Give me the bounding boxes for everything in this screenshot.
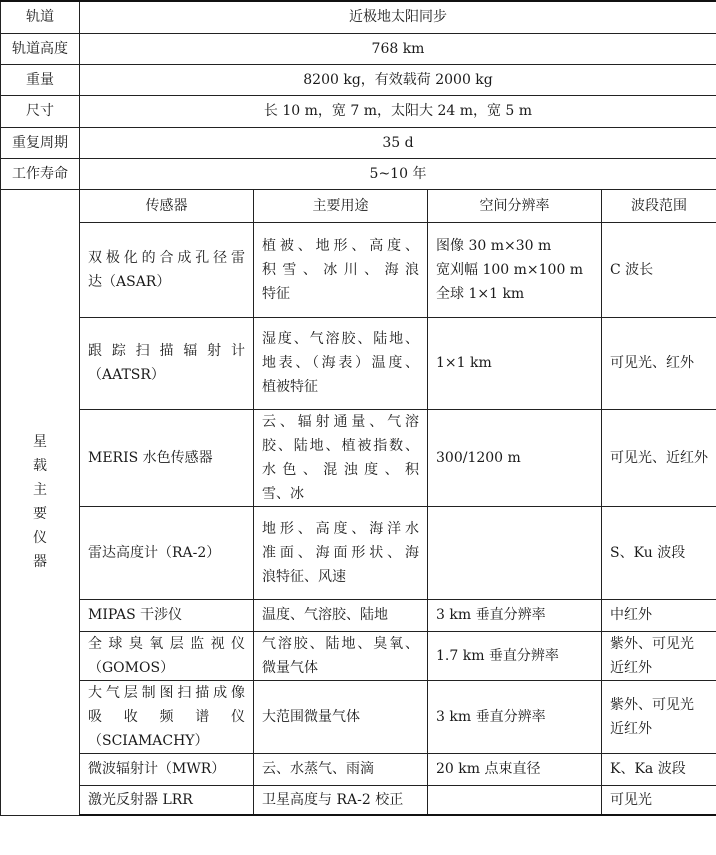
instrument-group-label <box>1 189 80 815</box>
use-line: 大范围微量气体 <box>262 708 360 725</box>
use-line: 浪特征、风速 <box>262 568 346 585</box>
use-line: 云、辐射通量、气溶 <box>262 413 419 430</box>
sensor-line: （SCIAMACHY） <box>88 732 209 749</box>
band-line: K、Ka 波段 <box>610 761 686 777</box>
resolution-cell <box>428 599 602 631</box>
spec-key: 尺寸 <box>1 95 80 127</box>
spec-key: 工作寿命 <box>1 158 80 189</box>
resolution-line: 3 km 垂直分辨率 <box>436 708 546 725</box>
group-label-char: 要 <box>33 506 47 522</box>
instrument-row <box>1 631 716 680</box>
use-line: 积雪、冰川、海浪 <box>262 261 419 278</box>
instrument-row <box>1 222 716 317</box>
column-header-resolution: 空间分辨率 <box>428 189 602 222</box>
sensor-line: 双极化的合成孔径雷 <box>88 249 245 266</box>
use-line: 湿度、气溶胶、陆地、 <box>262 331 419 347</box>
resolution-cell <box>428 680 602 753</box>
use-line: 地形、高度、海洋水 <box>262 520 419 537</box>
use-line: 卫星高度与 RA-2 校正 <box>262 791 404 808</box>
band-line: 可见光 <box>610 791 652 808</box>
sensor-line: 激光反射器 LRR <box>88 791 193 808</box>
band-line: S、Ku 波段 <box>610 544 686 561</box>
spec-value: 8200 kg，有效载荷 2000 kg <box>80 64 716 95</box>
spec-key: 轨道 <box>1 1 80 33</box>
band-cell <box>602 506 716 599</box>
spec-row <box>1 127 716 158</box>
use-cell <box>254 753 428 785</box>
sensor-cell <box>80 506 254 599</box>
band-line: 可见光、近红外 <box>610 449 708 466</box>
spec-row <box>1 1 716 33</box>
sensor-line: MIPAS 干涉仪 <box>88 607 183 623</box>
band-line: 紫外、可见光 <box>610 696 694 713</box>
sensor-line: 跟踪扫描辐射计 <box>88 343 245 359</box>
resolution-line: 300/1200 m <box>436 449 521 466</box>
column-header-use: 主要用途 <box>254 189 428 222</box>
resolution-cell <box>428 222 602 317</box>
resolution-cell <box>428 317 602 409</box>
resolution-cell <box>428 631 602 680</box>
instrument-row <box>1 753 716 785</box>
sensor-cell <box>80 409 254 506</box>
resolution-line: 全球 1×1 km <box>436 285 525 302</box>
column-header-sensor: 传感器 <box>80 189 254 222</box>
spec-value: 近极地太阳同步 <box>80 1 716 33</box>
resolution-line: 20 km 点束直径 <box>436 761 541 777</box>
use-line: 云、水蒸气、雨滴 <box>262 761 374 777</box>
spec-value: 768 km <box>80 33 716 64</box>
resolution-cell <box>428 506 602 599</box>
use-line: 温度、气溶胶、陆地 <box>262 607 388 623</box>
sensor-cell <box>80 785 254 815</box>
use-cell <box>254 317 428 409</box>
group-label-char: 主 <box>33 482 47 498</box>
spec-row <box>1 95 716 127</box>
sensor-cell <box>80 753 254 785</box>
use-cell <box>254 222 428 317</box>
spec-row <box>1 158 716 189</box>
resolution-line: 1.7 km 垂直分辨率 <box>436 647 559 664</box>
spec-key: 轨道高度 <box>1 33 80 64</box>
sensor-line: 吸收频谱仪 <box>88 708 245 725</box>
column-header-band: 波段范围 <box>602 189 716 222</box>
sensor-cell <box>80 317 254 409</box>
band-line: 中红外 <box>610 607 652 623</box>
use-line: 地表、（海表）温度、 <box>262 355 419 371</box>
use-line: 植被特征 <box>262 379 318 395</box>
spec-key: 重量 <box>1 64 80 95</box>
sensor-line: 微波辐射计（MWR） <box>88 761 226 777</box>
group-label-char: 星 <box>33 434 47 450</box>
instrument-header-row <box>1 189 716 222</box>
band-cell <box>602 785 716 815</box>
use-line: 准面、海面形状、海 <box>262 544 419 561</box>
use-line: 水色、混浊度、积 <box>262 461 419 478</box>
group-label-char: 仪 <box>33 530 47 546</box>
band-line: 近红外 <box>610 720 652 737</box>
use-line: 特征 <box>262 285 290 302</box>
instrument-row <box>1 409 716 506</box>
band-cell <box>602 317 716 409</box>
use-line: 胶、陆地、植被指数、 <box>262 437 419 454</box>
band-cell <box>602 680 716 753</box>
band-line: 紫外、可见光 <box>610 635 694 652</box>
sensor-cell <box>80 680 254 753</box>
resolution-line: 图像 30 m×30 m <box>436 237 552 254</box>
group-label-char: 载 <box>33 458 47 474</box>
resolution-cell <box>428 409 602 506</box>
use-line: 雪、冰 <box>262 485 304 502</box>
sensor-line: 达（ASAR） <box>88 273 171 290</box>
use-line: 气溶胶、陆地、臭氧、 <box>262 635 419 652</box>
instrument-row <box>1 506 716 599</box>
use-cell <box>254 785 428 815</box>
spec-row <box>1 33 716 64</box>
resolution-line: 3 km 垂直分辨率 <box>436 607 546 623</box>
sensor-cell <box>80 599 254 631</box>
band-cell <box>602 753 716 785</box>
use-cell <box>254 631 428 680</box>
use-line: 植被、地形、高度、 <box>262 237 419 254</box>
sensor-line: 雷达高度计（RA-2） <box>88 544 221 561</box>
resolution-line: 宽刈幅 100 m×100 m <box>436 261 584 278</box>
band-cell <box>602 631 716 680</box>
band-line: C 波长 <box>610 261 654 278</box>
resolution-cell <box>428 785 602 815</box>
band-cell <box>602 599 716 631</box>
resolution-line: 1×1 km <box>436 355 492 371</box>
use-cell <box>254 599 428 631</box>
sensor-line: （AATSR） <box>88 367 165 383</box>
group-label-char: 器 <box>33 554 47 570</box>
band-cell <box>602 222 716 317</box>
instrument-row <box>1 317 716 409</box>
band-cell <box>602 409 716 506</box>
spec-row <box>1 64 716 95</box>
use-cell <box>254 409 428 506</box>
use-line: 微量气体 <box>262 659 318 676</box>
sensor-cell <box>80 222 254 317</box>
use-cell <box>254 506 428 599</box>
resolution-cell <box>428 753 602 785</box>
spec-value: 长 10 m，宽 7 m，太阳大 24 m，宽 5 m <box>80 95 716 127</box>
instrument-row <box>1 785 716 815</box>
spec-value: 35 d <box>80 127 716 158</box>
sensor-line: 大气层制图扫描成像 <box>88 684 245 701</box>
band-line: 可见光、红外 <box>610 355 694 371</box>
sensor-line: 全球臭氧层监视仪 <box>88 635 245 652</box>
sensor-line: MERIS 水色传感器 <box>88 449 213 466</box>
instrument-row <box>1 599 716 631</box>
sensor-cell <box>80 631 254 680</box>
spec-value: 5~10 年 <box>80 158 716 189</box>
sensor-line: （GOMOS） <box>88 659 175 676</box>
instrument-row <box>1 680 716 753</box>
spec-key: 重复周期 <box>1 127 80 158</box>
use-cell <box>254 680 428 753</box>
band-line: 近红外 <box>610 659 652 676</box>
